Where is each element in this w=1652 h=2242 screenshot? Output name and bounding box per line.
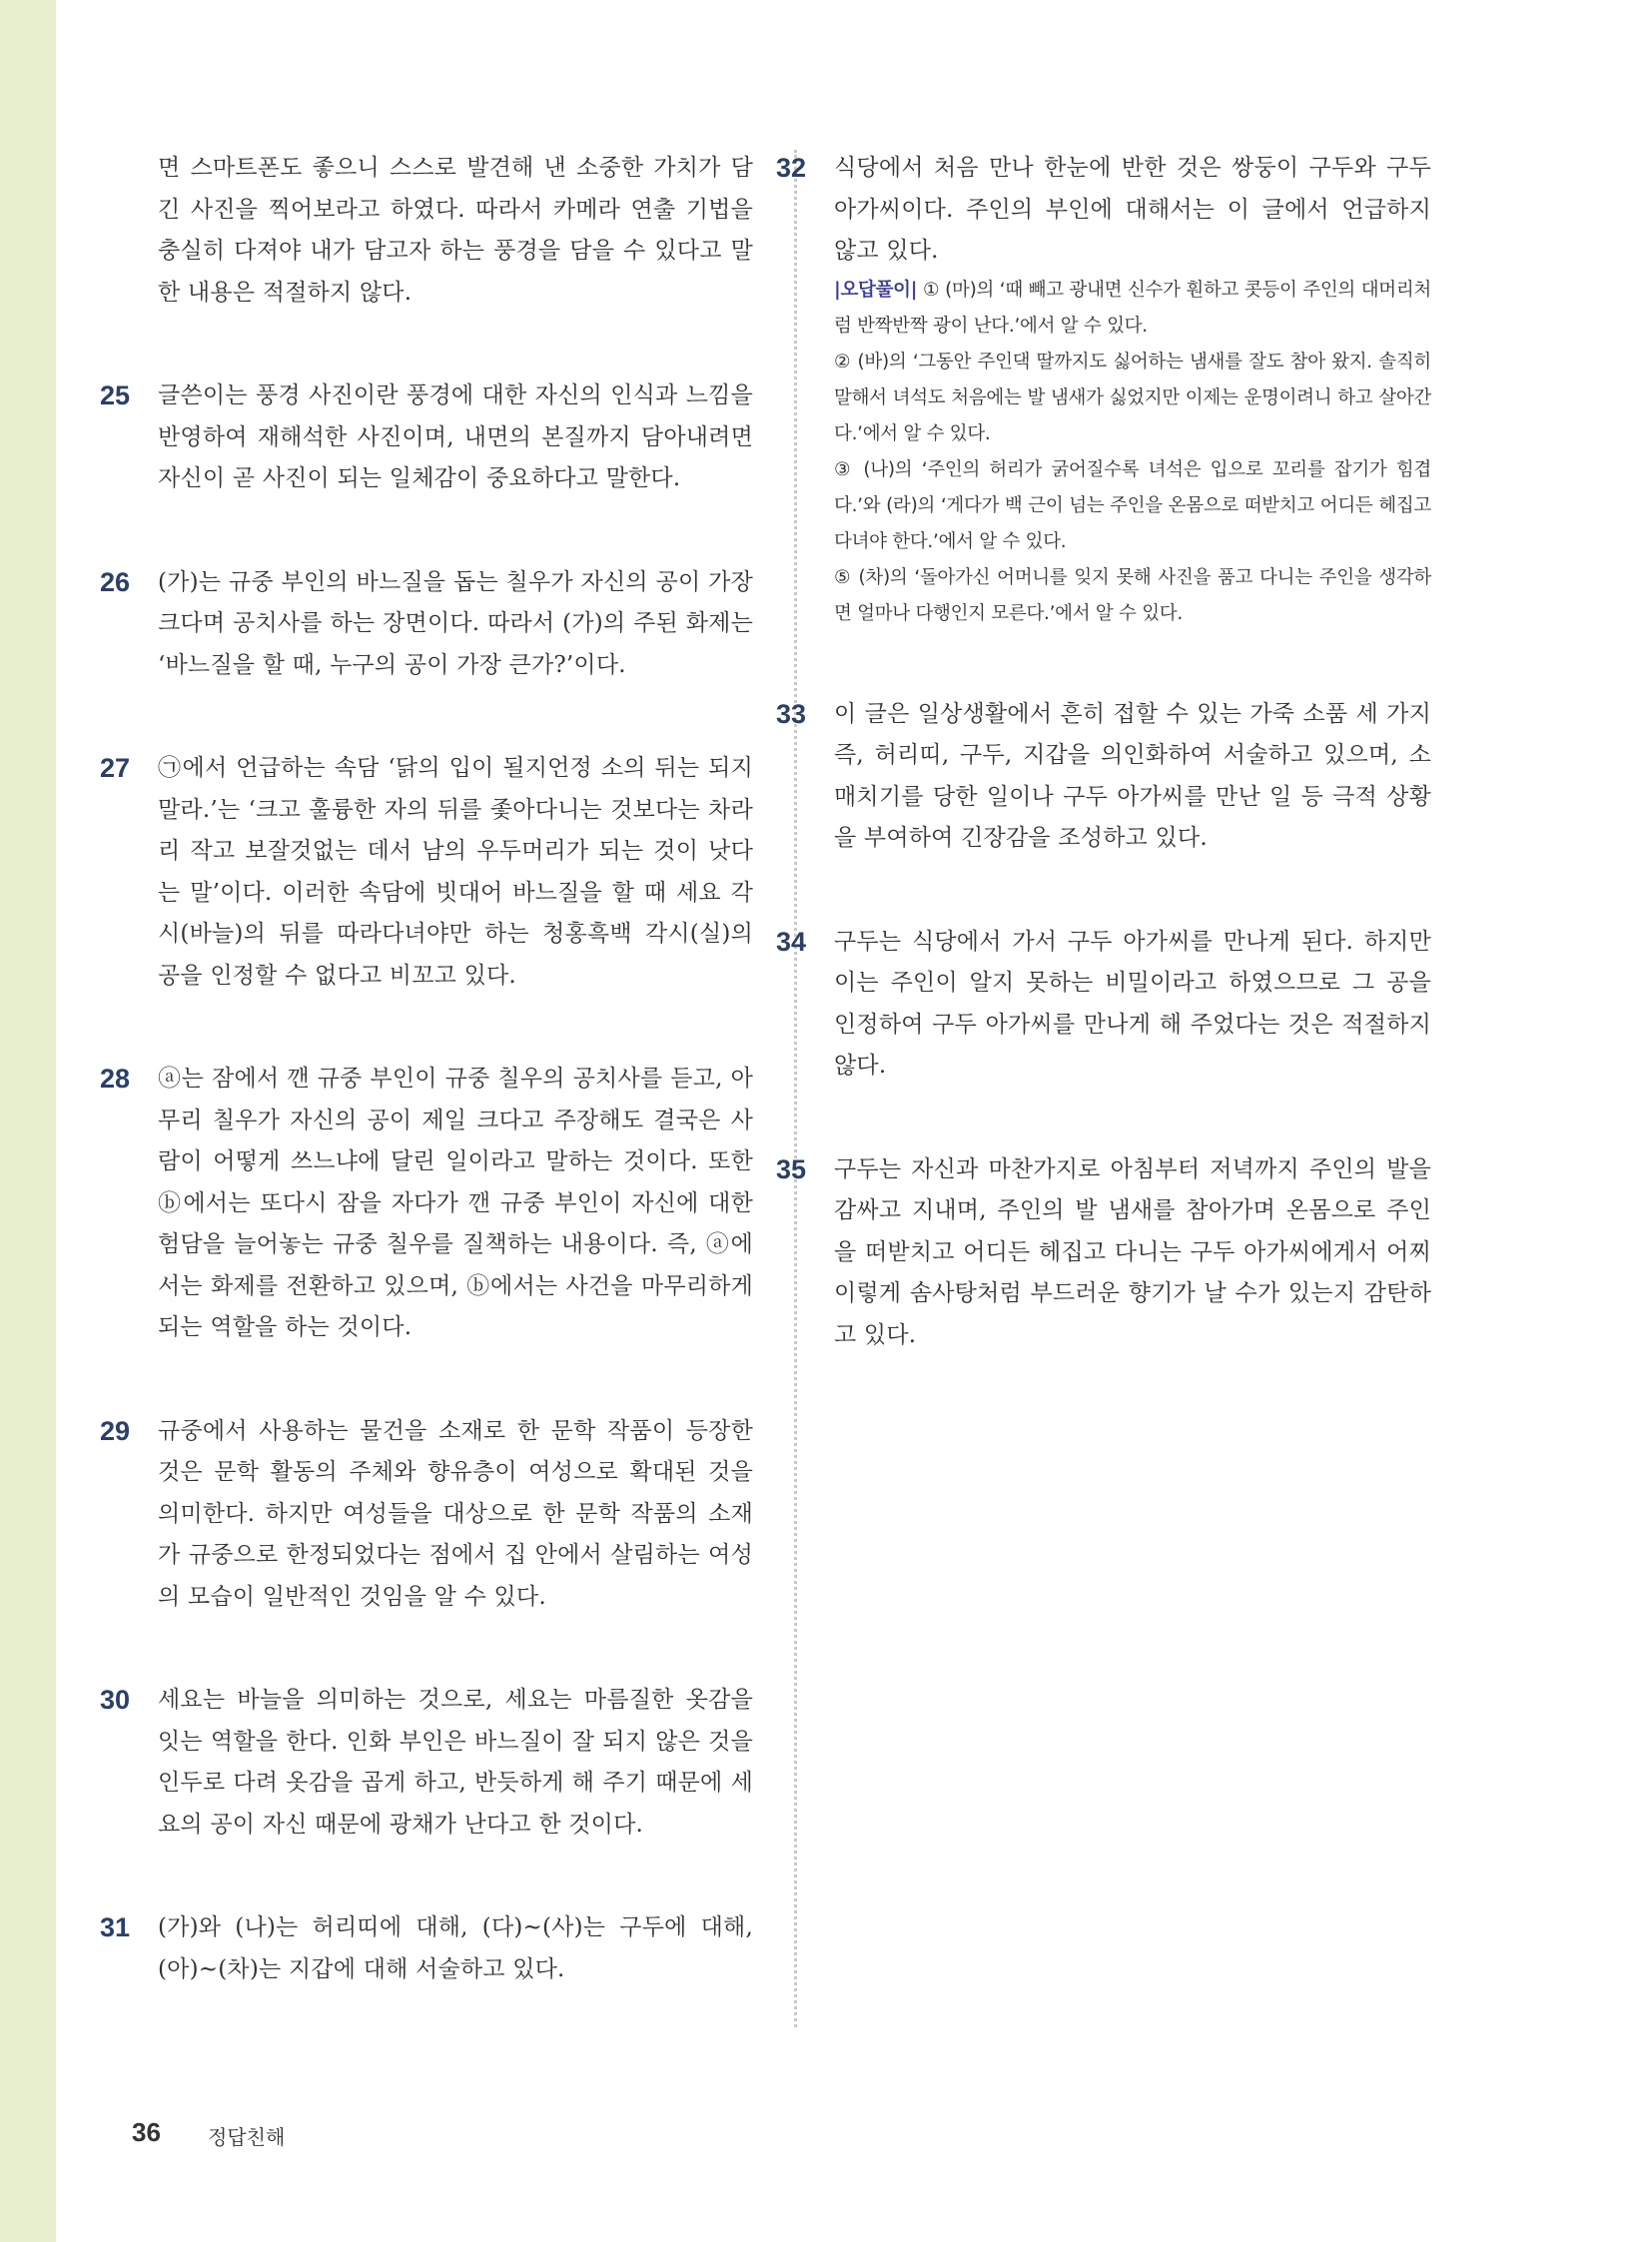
left-column	[100, 148, 753, 1990]
wrong-answer-note	[834, 273, 1431, 345]
question-number: 35	[776, 1153, 807, 1184]
answer-35	[776, 1149, 1431, 1357]
note-item: ③ (나)의 ‘주인의 허리가 굵어질수록 녀석은 입으로 꼬리를 잡기가 힘겹다.’와 (라)의 ‘게다가 백 근이 넘는 주인을 온몸으로 떠받치고 어디든 헤집고 다녀야 한다.’에서 알 수 있다.	[834, 458, 1431, 552]
answer-text: 이 글은 일상생활에서 흔히 접할 수 있는 가죽 소품 세 가지 즉, 허리띠, 구두, 지갑을 의인화하여 서술하고 있으며, 소매치기를 당한 일이나 구두 아가씨를 만난 일 등 극적 상황을 부여하여 긴장감을 조성하고 있다.	[834, 700, 1431, 851]
question-number: 31	[100, 1912, 131, 1942]
note-item: ② (바)의 ‘그동안 주인댁 딸까지도 싫어하는 냄새를 잘도 참아 왔지. 솔직히 말해서 녀석도 처음에는 발 냄새가 싫었지만 이제는 운명이려니 하고 살아간다.’에서 알 수 있다.	[834, 351, 1431, 444]
side-color-strip	[0, 0, 56, 2242]
book-title: 정답친해	[208, 2125, 286, 2149]
answer-31	[100, 1907, 753, 1990]
question-number: 34	[776, 926, 807, 957]
question-number: 32	[776, 153, 807, 183]
answer-34	[776, 922, 1431, 1088]
answer-32	[776, 148, 1431, 632]
page-number: 36	[132, 2117, 161, 2147]
note-item: ① (마)의 ‘때 빼고 광내면 신수가 훤하고 콧등이 주인의 대머리처럼 반짝반짝 광이 난다.’에서 알 수 있다.	[834, 279, 1431, 337]
question-number: 26	[100, 566, 131, 597]
answer-29	[100, 1411, 753, 1619]
answer-text: 규중에서 사용하는 물건을 소재로 한 문학 작품이 등장한 것은 문학 활동의 주체와 향유층이 여성으로 확대된 것을 의미한다. 하지만 여성들을 대상으로 한 문학 작품의 소재가 규중으로 한정되었다는 점에서 집 안에서 살림하는 여성의 모습이 일반적인 것임을 알 수 있다.	[158, 1417, 753, 1610]
wrong-answer-label: |오답풀이|	[834, 279, 918, 301]
question-number: 25	[100, 380, 131, 410]
question-number: 27	[100, 753, 131, 783]
continued-answer-text: 면 스마트폰도 좋으니 스스로 발견해 낸 소중한 가치가 담긴 사진을 찍어보라고 하였다. 따라서 카메라 연출 기법을 충실히 다져야 내가 담고자 하는 풍경을 담을 수 있다고 말한 내용은 적절하지 않다.	[158, 155, 753, 306]
answer-text: 구두는 식당에서 가서 구두 아가씨를 만나게 된다. 하지만 이는 주인이 알지 못하는 비밀이라고 하였으므로 그 공을 인정하여 구두 아가씨를 만나게 해 주었다는 것은 적절하지 않다.	[834, 928, 1431, 1079]
question-number: 29	[100, 1415, 131, 1446]
answer-26	[100, 562, 753, 687]
answer-text: (가)는 규중 부인의 바느질을 돕는 칠우가 자신의 공이 가장 크다며 공치사를 하는 장면이다. 따라서 (가)의 주된 화제는 ‘바느질을 할 때, 누구의 공이 가장 큰가?’이다.	[158, 568, 753, 678]
answer-text: ⓐ는 잠에서 깬 규중 부인이 규중 칠우의 공치사를 듣고, 아무리 칠우가 자신의 공이 제일 크다고 주장해도 결국은 사람이 어떻게 쓰느냐에 달린 일이라고 말하는 것이다. 또한 ⓑ에서는 또다시 잠을 자다가 깬 규중 부인이 자신에 대한 험담을 늘어놓는 규중 칠우를 질책하는 내용이다. 즉, ⓐ에서는 화제를 전환하고 있으며, ⓑ에서는 사건을 마무리하게 되는 역할을 하는 것이다.	[158, 1066, 753, 1340]
note-item: ⑤ (차)의 ‘돌아가신 어머니를 잊지 못해 사진을 품고 다니는 주인을 생각하면 얼마나 다행인지 모른다.’에서 알 수 있다.	[834, 566, 1431, 624]
answer-text: (가)와 (나)는 허리띠에 대해, (다)~(사)는 구두에 대해, (아)~(차)는 지갑에 대해 서술하고 있다.	[158, 1914, 753, 1982]
question-number: 33	[776, 698, 807, 729]
answer-28	[100, 1059, 753, 1349]
column-divider	[794, 150, 797, 2027]
answer-text: 세요는 바늘을 의미하는 것으로, 세요는 마름질한 옷감을 잇는 역할을 한다. 인화 부인은 바느질이 잘 되지 않은 것을 인두로 다려 옷감을 곱게 하고, 반듯하게 해 주기 때문에 세요의 공이 자신 때문에 광채가 난다고 한 것이다.	[158, 1687, 753, 1838]
answer-27	[100, 748, 753, 997]
answer-33	[776, 694, 1431, 860]
question-number: 28	[100, 1064, 131, 1094]
answer-25	[100, 375, 753, 500]
answer-30	[100, 1680, 753, 1846]
question-number: 30	[100, 1685, 131, 1715]
answer-text: 식당에서 처음 만나 한눈에 반한 것은 쌍둥이 구두와 구두 아가씨이다. 주인의 부인에 대해서는 이 글에서 언급하지 않고 있다.	[834, 155, 1431, 264]
answer-text: ㉠에서 언급하는 속담 ‘닭의 입이 될지언정 소의 뒤는 되지 말라.’는 ‘크고 훌륭한 자의 뒤를 좇아다니는 것보다는 차라리 작고 보잘것없는 데서 남의 우두머리가 되는 것이 낫다는 말’이다. 이러한 속담에 빗대어 바느질을 할 때 세요 각시(바늘)의 뒤를 따라다녀야만 하는 청홍흑백 각시(실)의 공을 인정할 수 없다고 비꼬고 있다.	[158, 755, 753, 989]
answer-text: 글쓴이는 풍경 사진이란 풍경에 대한 자신의 인식과 느낌을 반영하여 재해석한 사진이며, 내면의 본질까지 담아내려면 자신이 곧 사진이 되는 일체감이 중요하다고 말한다.	[158, 382, 753, 491]
answer-text: 구두는 자신과 마찬가지로 아침부터 저녁까지 주인의 발을 감싸고 지내며, 주인의 발 냄새를 참아가며 온몸으로 주인을 떠받치고 어디든 헤집고 다니는 구두 아가씨에게서 어찌 이렇게 솜사탕처럼 부드러운 향기가 날 수가 있는지 감탄하고 있다.	[834, 1155, 1431, 1348]
right-column	[776, 148, 1431, 1356]
